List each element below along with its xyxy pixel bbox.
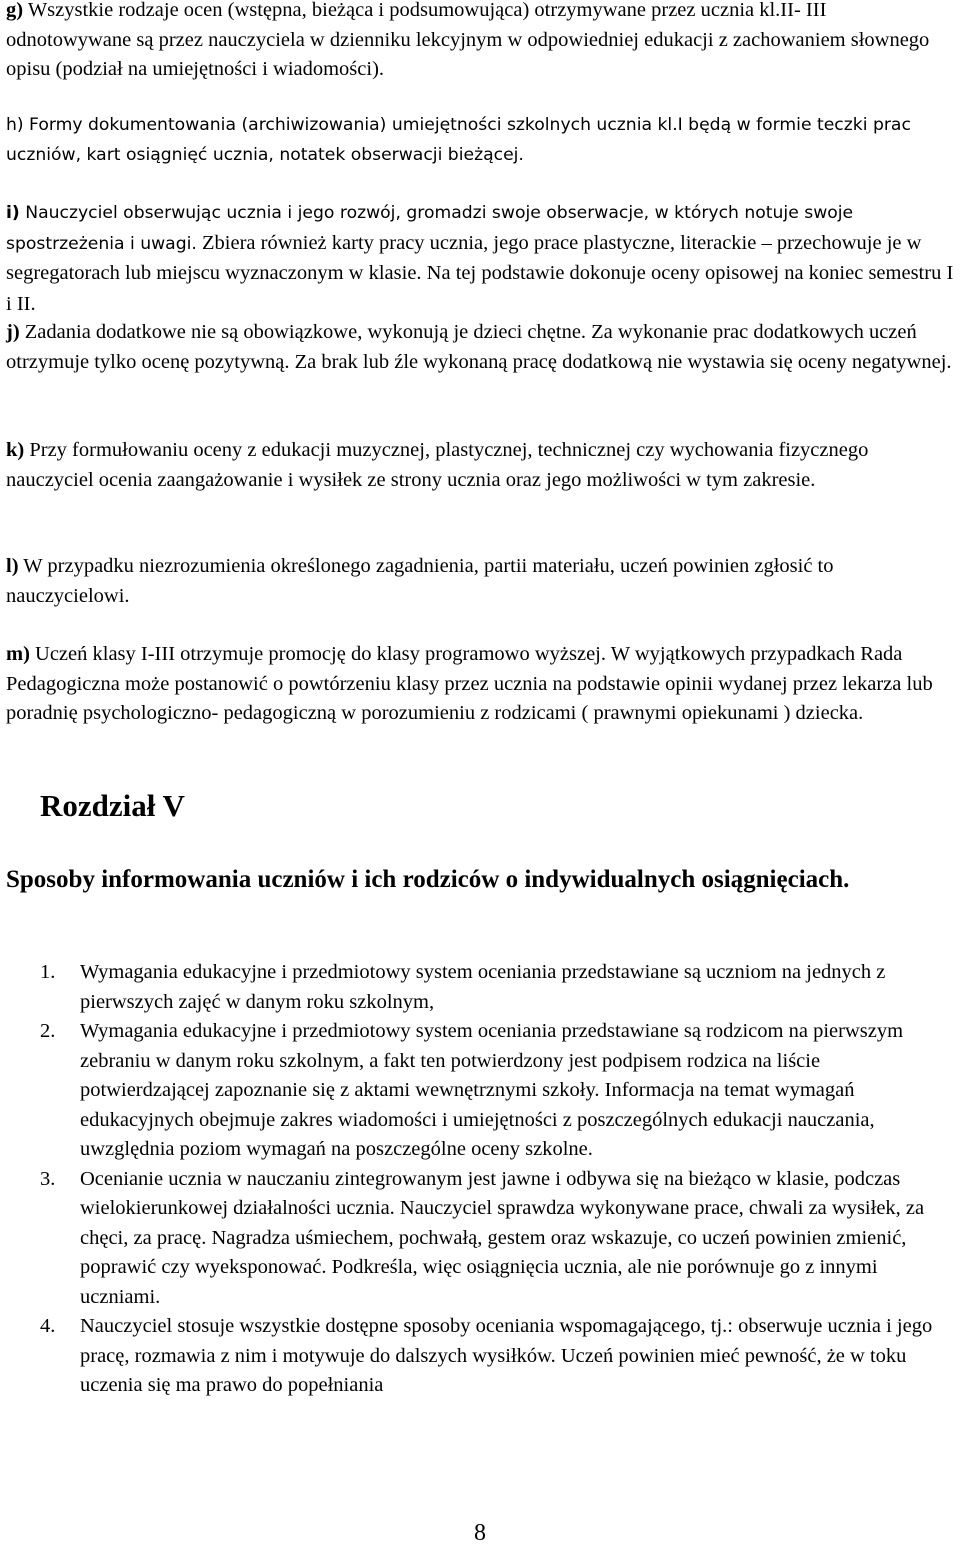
list-item: [0, 1165, 950, 1313]
paragraph-label: m): [6, 643, 30, 665]
paragraph-j: [6, 318, 956, 377]
paragraph-label: g): [6, 0, 24, 21]
paragraph-text: W przypadku niezrozumienia określonego zagadnienia, partii materiału, uczeń powinien zgłosić to nauczycielowi.: [6, 555, 834, 607]
paragraph-l: [6, 552, 956, 611]
info-list: [0, 958, 960, 1401]
paragraph-text: Zadania dodatkowe nie są obowiązkowe, wykonują je dzieci chętne. Za wykonanie prac dodatkowych uczeń otrzymuje tylko ocenę pozytywną. Za brak lub źle wykonaną pracę dodatkową nie wystawia się oceny negatywnej.: [6, 321, 952, 373]
page-number: 8: [474, 1520, 486, 1546]
list-item: [0, 1017, 950, 1165]
paragraph-m: [6, 640, 956, 729]
list-item-number: 3.: [40, 1167, 56, 1190]
section-title: Sposoby informowania uczniów i ich rodziców o indywidualnych osiągnięciach.: [6, 866, 850, 893]
paragraph-label: l): [6, 555, 19, 577]
list-item: [0, 1312, 950, 1401]
paragraph-label: j): [6, 321, 20, 343]
paragraph-text: h) Formy dokumentowania (archiwizowania) umiejętności szkolnych ucznia kl.I będą w formie teczki prac uczniów, kart osiągnięć ucznia, notatek obserwacji bieżącej.: [6, 115, 911, 165]
list-item: [0, 958, 950, 1017]
list-item-text: Wymagania edukacyjne i przedmiotowy system oceniania przedstawiane są rodzicom na pierwszym zebraniu w danym roku szkolnym, a fakt ten potwierdzony jest podpisem rodzica na liście potwierdzającej zapoznanie się z aktami wewnętrznymi szkoły. Informacja na temat wymagań edukacyjnych obejmuje zakres wiadomości i umiejętności z poszczególnych edukacji nauczania, uwzględnia poziom wymagań na poszczególne oceny szkolne.: [80, 1020, 904, 1160]
paragraph-text: Wszystkie rodzaje ocen (wstępna, bieżąca i podsumowująca) otrzymywane przez ucznia kl.II- III odnotowywane są przez nauczyciela w dzienniku lekcyjnym w odpowiedniej edukacji z zachowaniem słownego opisu (podział na umiejętności i wiadomości).: [6, 0, 930, 80]
list-item-text: Nauczyciel stosuje wszystkie dostępne sposoby oceniania wspomagającego, tj.: obserwuje ucznia i jego pracę, rozmawia z nim i motywuje do dalszych wysiłków. Uczeń powinien mieć pewność, że w toku uczenia się ma prawo do popełniania: [80, 1315, 933, 1396]
paragraph-text: Nauczyciel obserwując ucznia i jego rozwój, gromadzi swoje obserwacje, w których notuje swoje spostrzeżenia i uwagi.: [6, 203, 854, 254]
paragraph-i: [6, 199, 956, 320]
chapter-title: Rozdział V: [40, 788, 185, 823]
paragraph-text: Przy formułowaniu oceny z edukacji muzycznej, plastycznej, technicznej czy wychowania fizycznego nauczyciel ocenia zaangażowanie i wysiłek ze strony ucznia oraz jego możliwości w tym zakresie.: [6, 439, 869, 491]
paragraph-text: Uczeń klasy I-III otrzymuje promocję do klasy programowo wyższej. W wyjątkowych przypadkach Rada Pedagogiczna może postanowić o powtórzeniu klasy przez ucznia na podstawie opinii wydanej przez lekarza lub poradnię psychologiczno- pedagogiczną w porozumieniu z rodzicami ( prawnymi opiekunami ) dziecka.: [6, 643, 933, 724]
list-item-number: 2.: [40, 1020, 56, 1042]
paragraph-h: [6, 111, 956, 170]
paragraph-text-continued: Zbiera również karty pracy ucznia, jego prace plastyczne, literackie – przechowuje je w segregatorach lub miejscu wyznaczonym w klasie. Na tej podstawie dokonuje oceny opisowej na koniec semestru I i II.: [6, 231, 954, 315]
list-item-number: 1.: [40, 961, 56, 983]
list-item-text: Wymagania edukacyjne i przedmiotowy system oceniania przedstawiane są uczniom na jednych z pierwszych zajęć w danym roku szkolnym,: [80, 961, 886, 1013]
list-item-number: 4.: [40, 1315, 56, 1337]
paragraph-k: [6, 436, 956, 495]
paragraph-label: k): [6, 439, 25, 461]
paragraph-label: i): [6, 203, 20, 223]
paragraph-g: [6, 0, 956, 85]
list-item-text: Ocenianie ucznia w nauczaniu zintegrowanym jest jawne i odbywa się na bieżąco w klasie, podczas wielokierunkowej działalności ucznia. Nauczyciel sprawdza wykonywane prace, chwali za wysiłek, za chęci, za pracę. Nagradza uśmiechem, pochwałą, gestem oraz wskazuje, co uczeń powinien zmienić, poprawić czy wyeksponować. Podkreśla, więc osiągnięcia ucznia, ale nie porównuje go z innymi uczniami.: [80, 1167, 925, 1308]
